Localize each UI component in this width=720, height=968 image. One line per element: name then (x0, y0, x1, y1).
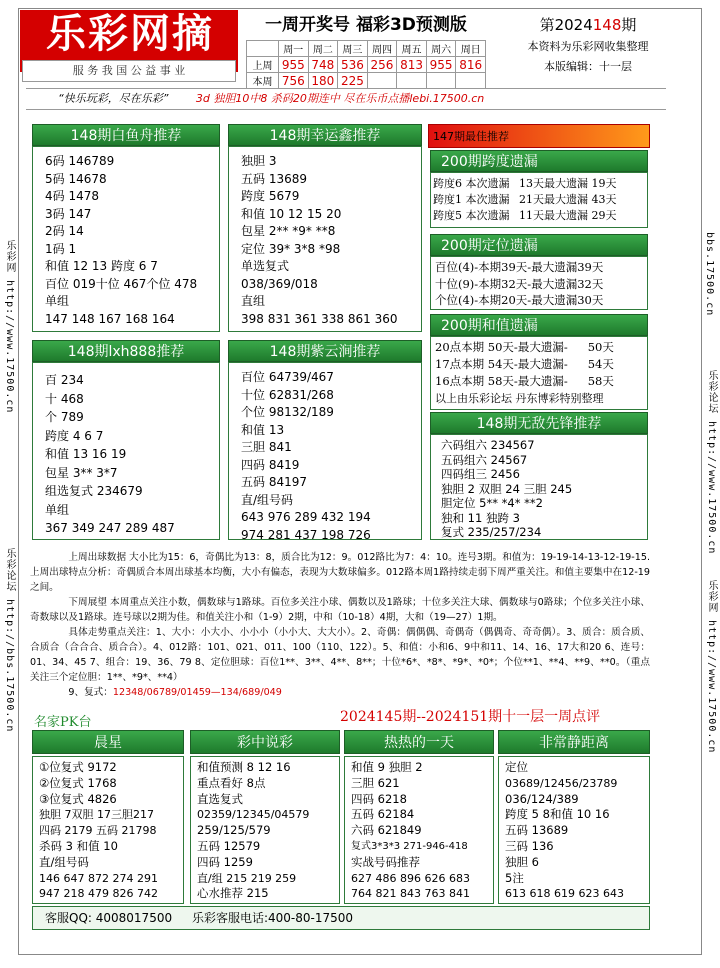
side-right-1: bbs.17500.cn (704, 232, 715, 317)
banner-motto: “快乐玩彩，尽在乐彩” (58, 92, 169, 105)
fc-box: 定位 03689/12456/23789 036/124/389 跨度 5 8和值 10 16 五码 13689 三码 136 独胆 6 5注 613 618 619 623 643 (498, 756, 650, 904)
kd-row: 跨度1 本次遗漏 21天最大遗漏 43天 (433, 193, 617, 206)
bys-title: 148期白鱼舟推荐 (32, 124, 220, 146)
fc-title: 非常静距离 (498, 730, 650, 754)
banner (26, 88, 666, 110)
hz-row: 16点本期 58天-最大遗漏- 58天 (435, 374, 614, 388)
cx-box: ①位复式 9172 ②位复式 1768 ③位复式 4826 独胆 7双胆 17三胆217 四码 2179 五码 21798 杀码 3 和值 10 直/组号码 146 647 872 274 291 947 218 479 826 742 (32, 756, 184, 904)
cz-title: 彩中说彩 (190, 730, 340, 754)
logo-slogan: 服 务 我 国 公 益 事 业 (22, 60, 236, 82)
hz-title: 200期和值遗漏 (430, 314, 648, 336)
side-right-2: 乐彩论坛 http://www.17500.cn (706, 370, 717, 555)
side-left-1: 乐彩网 http://www.17500.cn (4, 240, 15, 414)
analysis-detail: 具体走势重点关注：1、大小：小大小、小小小（小小大、大大小）。2、奇偶：偶偶偶、奇偶奇（偶偶奇、奇奇偶）。3、质合：质合质、合质合（合合合、质合合）。4、012路：101、021、011、100（110、122）。5、和值：小和6、9中和11、14、16、17大和20 6、连号：01、34、45 7、组合：19、36、79 8、定位胆球：百位1**、3**、4**、8**；十位*6*、*8*、*9*、*0*；个位**1、**4、**9、**0。（重点关注三个定位胆：1**、*9*、**4） (30, 627, 650, 683)
analysis: 上周出球数据 大小比为15：6，奇偶比为13：8，质合比为12：9。012路比为7：4：10。连号3期。和值为：19-19-14-13-12-19-15. 上周出球特点分析：奇偶质合本周出球基本均衡，大小有偏态，表现为大数球偏多。012路本周1路持续走弱下周严重关注。和值主要集中在12-19之间。 下周展望 本周重点关注小数，偶数球与1路球。百位多关注小球、偶数以及1路球；十位多关注大球、偶数球与0路球；个位多关注小球、奇数球以及1路球。连号球以2期为佳。和值关注小和（1-9）2期，中和（10-18）4期，大和（19—27）1期。 具体走势重点关注：1、大小：小大小、小小小（小小大、大大小）。2、奇偶：偶偶偶、奇偶奇（偶偶奇、奇奇偶）。3、质合：质合质、合质合（合合合、质合合）。4、012路：101、021、011、100（110、122）。5、和值：小和6、9中和11、14、16、17大和20 6、连号：01、34、45 7、组合：19、36、79 8、定位胆球：百位1**、3**、4**、8**；十位*6*、*8*、*9*、*0*；个位**1、**4、**9、**0。（重点关注三个定位胆：1**、*9*、**4） 9、复式：12348/06789/01459—134/689/049 (30, 552, 650, 698)
lxh-title: 148期lxh888推荐 (32, 340, 220, 362)
cz-box: 和值预测 8 12 16 重点看好 8点 直选复式 02359/12345/04579 259/125/579 五码 12579 四码 1259 直/组 215 219 259 心水推荐 215 (190, 756, 340, 904)
lxh-box: 百 234 十 468 个 789 跨度 4 6 7 和值 13 16 19 包星 3** 3*7 组选复式 234679 单组 367 349 247 289 487 (32, 362, 220, 540)
rr-box: 和值 9 独胆 2 三胆 621 四码 6218 五码 62184 六码 621849 复式3*3*3 271-946-418 实战号码推荐 627 486 896 626 683 764 821 843 763 841 (344, 756, 494, 904)
analysis-fushi: 9、复式：12348/06789/01459—134/689/049 (68, 687, 282, 698)
header-note-2: 本版编辑：十一层 (544, 60, 632, 73)
kd-row: 跨度5 本次遗漏 11天最大遗漏 29天 (433, 209, 617, 222)
dw-box: 百位(4)-本期39天-最大遗漏39天 十位(9)-本期32天-最大遗漏32天 个位(4)-本期20天-最大遗漏30天 (430, 256, 648, 310)
hz-row: 20点本期 50天-最大遗漏- 50天 (435, 340, 614, 354)
header-note-1: 本资料为乐彩网收集整理 (527, 40, 649, 53)
wd-title: 148期无敌先锋推荐 (430, 412, 648, 434)
logo-text: 乐彩网摘 (46, 11, 214, 57)
best-title: 147期最佳推荐 (428, 124, 650, 148)
zyj-title: 148期紫云涧推荐 (228, 340, 422, 362)
kd-title: 200期跨度遗漏 (430, 150, 648, 172)
issue-number: 第2024148期 (539, 16, 637, 34)
zyj-box: 百位 64739/467 十位 62831/268 个位 98132/189 和值 13 三胆 841 四码 8419 五码 84197 直/组号码 643 976 289 432 194 974 281 437 198 726 (228, 362, 422, 540)
cx-title: 晨星 (32, 730, 184, 754)
side-right-3: 乐彩网 http://www.17500.cn (706, 580, 717, 754)
banner-ad: 3d 独胆10中8 杀码20期连中 尽在乐币点播lebi.17500.cn (195, 92, 485, 105)
footer-tel: 乐彩客服电话:400-80-17500 (191, 911, 353, 925)
side-left-2: 乐彩论坛 http://bbs.17500.cn (4, 548, 15, 733)
draw-table: 周一 周二 周三 周四 周五 周六 周日 上周 955 748 536 256 813 955 816 本周 756 180 225 (246, 40, 486, 89)
dw-title: 200期定位遗漏 (430, 234, 648, 256)
xyx-title: 148期幸运鑫推荐 (228, 124, 422, 146)
hz-row: 17点本期 54天-最大遗漏- 54天 (435, 357, 614, 371)
xyx-box: 独胆 3 五码 13689 跨度 5679 和值 10 12 15 20 包星 2** *9* **8 定位 39* 3*8 *98 单选复式 038/369/018 直组 398 831 361 338 861 360 (228, 146, 422, 332)
rr-title: 热热的一天 (344, 730, 494, 754)
header-title: 一周开奖号 福彩3D预测版 (246, 12, 486, 38)
pk-title: 2024145期--2024151期十一层一周点评 (340, 709, 601, 725)
pk-label: 名家PK台 (34, 715, 92, 730)
kd-row: 跨度6 本次遗漏 13天最大遗漏 19天 (433, 177, 617, 190)
footer-qq: 客服QQ: 4008017500 (45, 911, 173, 925)
wd-box: 六码组六 234567 五码组六 24567 四码组三 2456 独胆 2 双胆 24 三胆 245 胆定位 5** *4* **2 独和 11 独跨 3 复式 235/257/234 (430, 434, 648, 540)
bys-box: 6码 146789 5码 14678 4码 1478 3码 147 2码 14 1码 1 和值 12 13 跨度 6 7 百位 019十位 467个位 478 单组 147 148 167 168 164 (32, 146, 220, 332)
hz-box: 20点本期 50天-最大遗漏- 50天 17点本期 54天-最大遗漏- 54天 16点本期 58天-最大遗漏- 58天 以上由乐彩论坛 丹东博彩特别整理 (430, 336, 648, 410)
footer (32, 906, 650, 930)
kd-box (430, 172, 648, 228)
